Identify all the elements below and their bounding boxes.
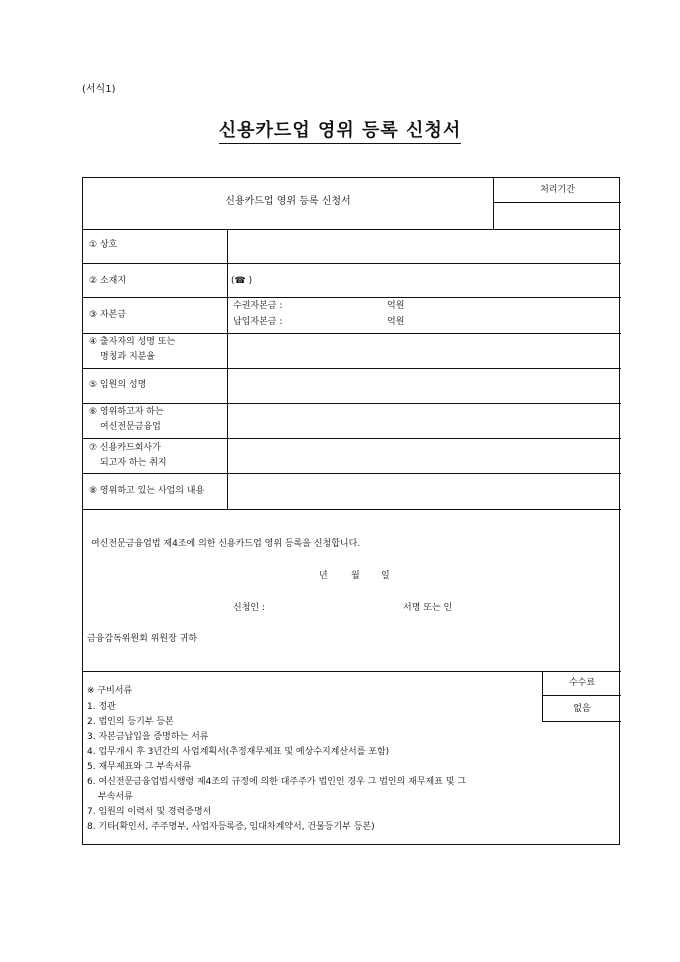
field-label-investors-line1: ④ 출자자의 성명 또는	[89, 337, 176, 347]
document-item: 2. 법인의 등기부 등본	[87, 717, 174, 727]
field-label-investors-line2: 명칭과 지분율	[100, 352, 156, 362]
document-item: 7. 임원의 이력서 및 경력증명서	[87, 807, 212, 817]
document-item: 6. 여신전문금융업법시행령 제4조의 규정에 의한 대주주가 법인인 경우 그 법인의 재무제표 및 그	[87, 777, 467, 787]
document-item: 4. 업무개시 후 3년간의 사업계획서(추정재무제표 및 예상수지계산서를 포함)	[87, 747, 390, 757]
page-title: 신용카드업 영위 등록 신청서	[0, 116, 680, 142]
processing-period-label: 처리기간	[540, 185, 575, 195]
field-label-current-business: ⑧ 영위하고 있는 사업의 내용	[89, 486, 205, 496]
authorized-capital-unit: 억원	[387, 301, 405, 311]
document-item: 3. 자본금납입을 증명하는 서류	[87, 732, 209, 742]
field-label-capital: ③ 자본금	[89, 310, 127, 320]
address-value[interactable]: (☎ )	[231, 276, 253, 286]
form-inner-title: 신용카드업 영위 등록 신청서	[225, 196, 351, 207]
field-label-company-name: ① 상호	[89, 240, 118, 250]
signature-label: 서명 또는 인	[403, 603, 453, 613]
date-month: 월	[351, 571, 360, 581]
field-label-executives: ⑤ 임원의 성명	[89, 380, 147, 390]
date-day: 일	[381, 571, 390, 581]
form-number: (서식1)	[82, 84, 116, 95]
field-label-business-line1: ⑥ 영위하고자 하는	[89, 407, 164, 417]
date-year: 년	[319, 571, 328, 581]
field-label-address: ② 소재지	[89, 276, 127, 286]
documents-heading: ※ 구비서류	[87, 686, 133, 696]
document-item: 8. 기타(확인서, 주주명부, 사업자등록증, 임대차계약서, 건물등기부 등본)	[87, 822, 375, 832]
authorized-capital-label: 수권자본금 :	[233, 301, 283, 311]
applicant-label: 신청인 :	[233, 603, 265, 613]
field-label-business-line2: 여신전문금융업	[100, 422, 161, 432]
paid-in-capital-unit: 억원	[387, 317, 405, 327]
fee-value: 없음	[573, 704, 591, 714]
declaration-statement: 여신전문금융업법 제4조에 의한 신용카드업 영위 등록을 신청합니다.	[91, 539, 361, 549]
field-label-purpose-line1: ⑦ 신용카드회사가	[89, 443, 161, 453]
document-item: 5. 재무제표와 그 부속서류	[87, 762, 192, 772]
recipient: 금융감독위원회 위원장 귀하	[87, 634, 198, 644]
field-label-purpose-line2: 되고자 하는 취지	[100, 458, 167, 468]
paid-in-capital-label: 납입자본금 :	[233, 317, 283, 327]
document-item: 부속서류	[98, 792, 133, 802]
application-form	[82, 177, 620, 845]
fee-label: 수수료	[568, 678, 596, 688]
document-item: 1. 정관	[87, 702, 116, 712]
